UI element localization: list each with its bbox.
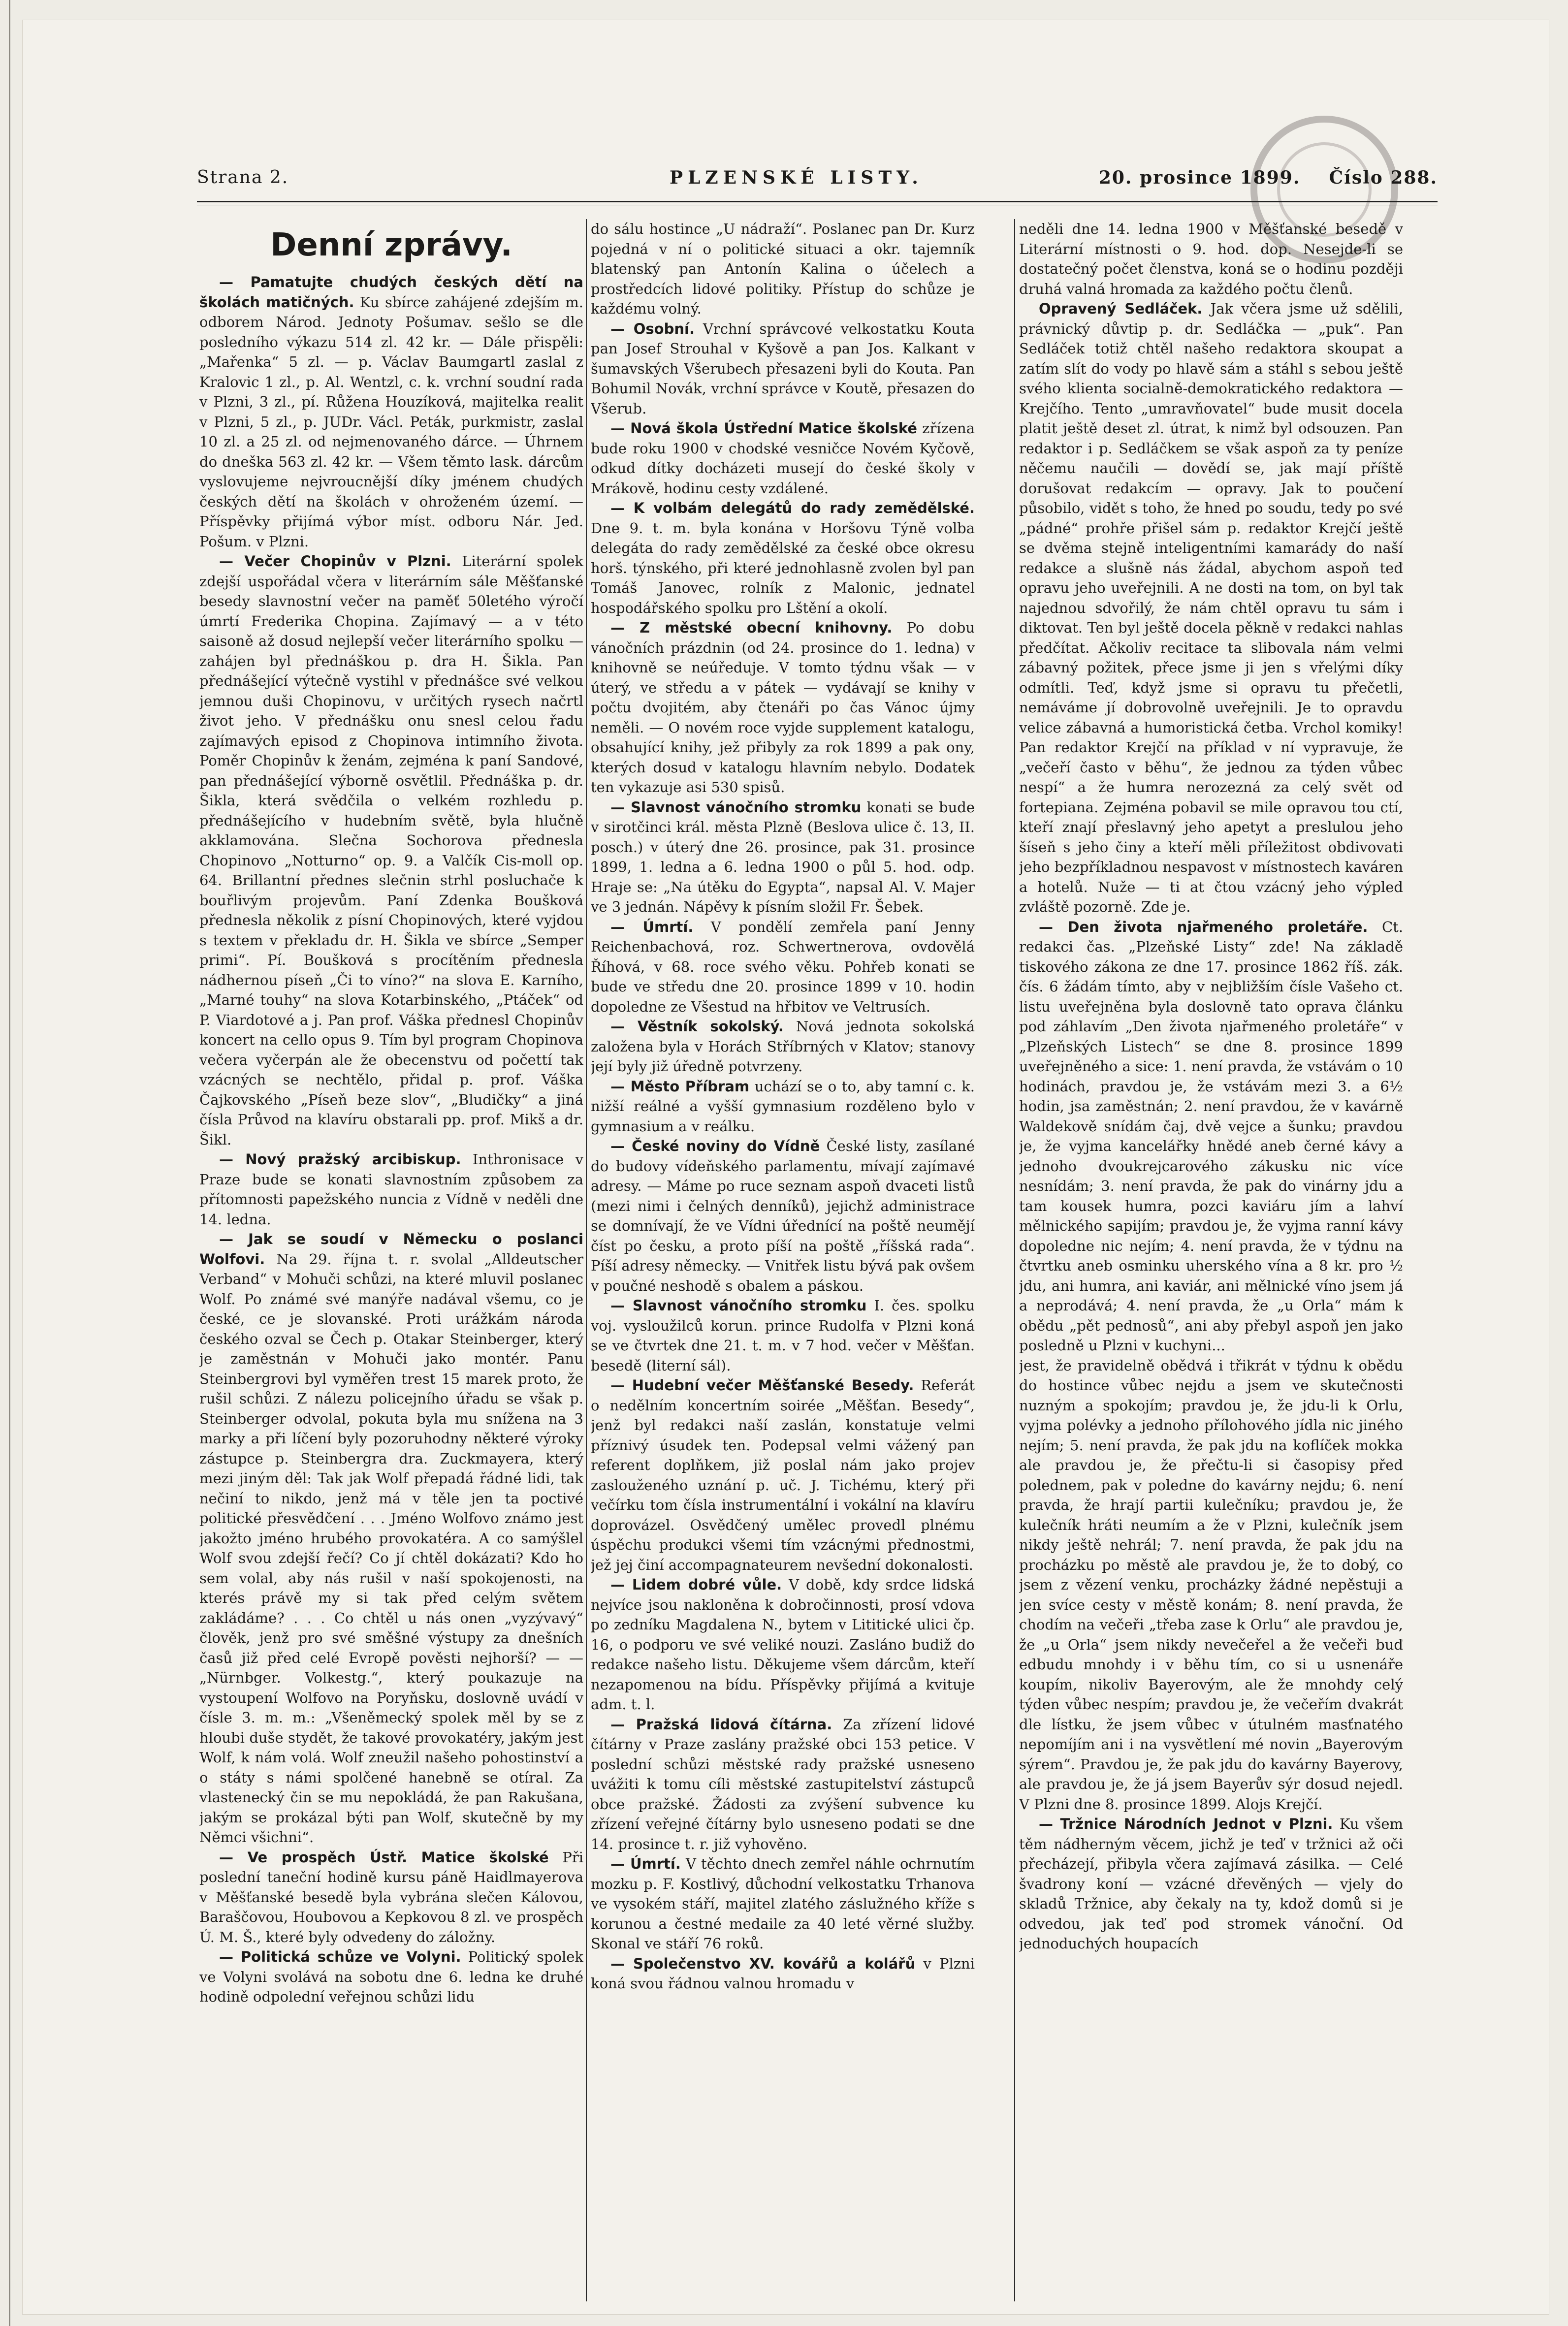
binding-fold-line xyxy=(9,0,10,2326)
article-text: jest, že pravidelně obědvá i třikrát v týdnu k obědu do hostince vůbec nejdu a jsem ve skutečnosti nuzným a spokojím; pravdou je, že jdu-li k Orlu, vyjma polévky a jednoho přílohového jídla nic jiného nejím; 5. není pravda, že pak jdu na koflíček mokka ale pravdou je, že přečtu-li si časopisy před polednem, pak v poledne do kavárny nejdu; 6. není pravda, že hrají partii kulečníku; pravdou je, že kulečník hráti neumím a že v Plzni, kulečník jsem nikdy ještě nehrál; 7. není pravda, že pak jdu na procházku po městě ale pravdou je, že to dobý, co jsem z vězení venku, procházky žádné nepěstuji a jen svíce cesty v městě konám; 8. není pravda, že chodím na večeři „třeba zase k Orlu“ ale pravdou je, že „u Orla“ jsem nikdy nevečeřel a že večeři buď edbudu mnohdy i v běhu tím, co si u usnenáře koupím, nikoliv Bayerovým, ale že mnohdy celý týden vůbec nespím; pravdou je, že večeřím dvakrát dle lístku, že jsem vůbec v útulném masťnatého nepomíjím ani i na vysvětlení mé novin „Bayerovým sýrem“. Pravdou je, že pak jdu do kavárny Bayerovy, ale pravdou je, že já jsem Bayerův sýr dosud nejedl. V Plzni dne 8. prosince 1899. Alojs Krejčí. xyxy=(1019,1357,1403,1813)
article-text: do sálu hostince „U nádraží“. Poslanec pan Dr. Kurz pojedná v ní o politické situaci a okr. tajemník blatenský pan Antonín Kalina o účelech a prostředcích lidové politiky. Přístup do schůze je každému volný. xyxy=(591,221,975,317)
article xyxy=(591,1954,975,1994)
article-heading: — Politická schůze ve Volyni. xyxy=(219,1948,461,1965)
article-text: České listy, zasílané do budovy vídeňského parlamentu, mívají zajímavé adresy. — Máme po ruce seznam aspoň dvaceti listů (mezi nimi i čelných denníků), jejichž administrace se domnívají, že ve Vídni úřednící na poště neumějí číst po česku, a proto píší na poště „říšská rada“. Píší adresy německy. — Vnitřek listu bývá pak ovšem v poučné neshodě s obalem a páskou. xyxy=(591,1138,975,1294)
article-text: V době, kdy srdce lidská nejvíce jsou nakloněna k dobročinnosti, prosí vdova po zedníku Magdalena N., bytem v Lititické ulici čp. 16, o podporu ve své veliké nouzi. Zasláno budiž do redakce našeho listu. Děkujeme všem dárcům, kteří nezapomenou na bídu. Příspěvky přijímá a kvituje adm. t. l. xyxy=(591,1576,975,1713)
header-rule xyxy=(197,201,1438,202)
article-text: Jak včera jsme už sdělili, právnický důvtip p. dr. Sedláčka — „puk“. Pan Sedláček totiž chtěl našeho redaktora skoupat a zatím slít do vody po hlavě sám a stáhl s sebou ještě svého klienta socialně-demokratického redaktora — Krejčího. Tento „umravňovatel“ bude musit docela platit ještě deset zl. útrat, k nimž byl odsouzen. Pan redaktor i p. Sedláčkem se však aspoň za ty peníze něčemu naučili — dovědí se, jak mají příště dorušovat redakcím — opravy. Jak to poučení působilo, vidět s toho, že hned po soudu, tedy po své „pádné“ prohře přišel sám p. redaktor Krejčí ještě se dvěma stejně inteligentními kamarády do naší redakce a slušně nás žádal, abychom aspoň teď opravu jeho uveřejnili. A ne dosti na tom, on byl tak najednou sdvořilý, že nám chtěl opravu tu sám i diktovat. Ten byl ještě docela pěkně v redakci nahlas předčítat. Ačkoliv recitace ta slibovala nám velmi zábavný požitek, přece jsme ji jen s vřelými díky odmítli. Teď, když jsme si opravu tu přečetli, nemáváme jí dobrovolně uveřejnili. Je to opravdu velice zábavná a humoristická četba. Vrchol komiky! Pan redaktor Krejčí na příklad v ní vypravuje, že „večeří často v běhu“, že jednou za týden vůbec nespí“ a že humra nerozezná za celý svět od fortepiana. Zejména pobavil se mile opravou tou ctí, kteří znají přeslavný jeho apetyt a preslulou jeho šíseň s jeho činy a kteří měli příležitost obdivovati jeho bezpříkladnou nespavost v místnostech kaváren a hotelů. Nuže — ti at čtou vzácný jeho výpled zvláště pozorně. Zde je. xyxy=(1019,300,1403,915)
article-heading: — Město Příbram xyxy=(610,1078,750,1095)
article-text-block xyxy=(1019,1356,1403,1815)
article xyxy=(1019,917,1403,1356)
article-heading: — Večer Chopinův v Plzni. xyxy=(219,553,451,570)
article-text: Ku sbírce zahájené zdejším m. odborem Národ. Jednoty Pošumav. sešlo se dle posledního výkazu 514 zl. 42 kr. — Dále přispěli: „Mařenka“ 5 zl. — p. Václav Baumgartl zaslal z Kralovic 1 zl., p. Al. Wentzl, c. k. vrchní soudní rada v Plzni, 3 zl., pí. Růžena Houzíková, majitelka realit v Plzni, 5 zl., p. JUDr. Václ. Peták, purkmistr, zaslal 10 zl. a 25 zl. od nejmenovaného dárce. — Úhrnem do dneška 563 zl. 42 kr. — Všem těmto lask. dárcům vyslovujeme nejvroucnější díky jménem chudých českých dětí na školách v ohroženém území. — Příspěvky přijímá výbor míst. odboru Nár. Jed. Pošum. v Plzni. xyxy=(199,293,583,550)
article-text: Politický spolek ve Volyni svolává na sobotu dne 6. ledna ke druhé hodině odpolední veřejnou schůzi lidu xyxy=(199,1948,583,2005)
article xyxy=(591,1715,975,1854)
article-text: Ku všem těm nádherným věcem, jichž je teď v tržnici až oči přecházejí, přibyla včera zajímavá zásilka. — Celé švadrony koní — vzácné dřevěných — vjely do skladů Tržnice, aby čekaly na ty, kdož domů si je odvedou, jak teď pod stromek vánoční. Od jednoduchých houpacích xyxy=(1019,1816,1403,1952)
article xyxy=(199,1848,583,1947)
article xyxy=(591,1296,975,1375)
column-divider xyxy=(586,219,587,2301)
article-heading: — Pamatujte chudých českých dětí na školách matičných. xyxy=(199,274,583,311)
article-text: konati se bude v sirotčinci král. města Plzně (Beslova ulice č. 13, II. posch.) v úterý dne 26. prosince, pak 31. prosince 1899, 1. ledna a 6. ledna 1900 o půl 5. hod. odp. Hraje se: „Na útěku do Egypta“, napsal Al. V. Majer ve 3 jednán. Nápěvy k písním složil Fr. Šebek. xyxy=(591,798,975,915)
article-heading: — Ve prospěch Ústř. Matice školské xyxy=(219,1848,549,1866)
article-text: V těchto dnech zemřel náhle ochrnutím mozku p. F. Kostlivý, důchodní velkostatku Trhanova ve vysokém stáří, majitel zlatého záslužného kříže s korunou a čestné medaile za 40 leté věrné služby. Skonal ve stáří 76 roků. xyxy=(591,1855,975,1952)
article xyxy=(591,917,975,1017)
running-header xyxy=(197,167,1438,197)
article xyxy=(1019,1814,1403,1954)
article-text: Ct. redakci čas. „Plzeňské Listy“ zde! Na základě tiskového zákona ze dne 17. prosince 1862 říš. zák. čís. 6 žádám tímto, aby v nejbližším čísle Vašeho ct. listu uveřejněna byla doslovně tato oprava článku pod záhlavím „Den života njařmeného proletáře“ v „Plzeňských Listech“ se dne 8. prosince 1899 uveřejněného a sice: 1. není pravda, že vstávám o 10 hodinách, pravdou je, že vstávám mezi 3. a 6½ hodin, jsa zaměstnán; 2. není pravdou, že v kavárně Waldekově snídám čaj, dvě vejce a šunku; pravdou je, že vyjma kancelářky hnědé aneb černé kávy a jednoho dvoukrejcarového zákusku nic více nesnídám; 3. není pravda, že pak do vinárny jdu a tam kousek humra, pozci kaviáru jím a lahví mělnického sapijím; pravdou je, že vyjma ranní kávy dopoledne nic nejím; 4. není pravda, že v týdnu na čtvrtku aneb osminku uherského vína a 8 kr. pro ½ jdu, ani humra, ani kaviár, ani mělnické víno jsem já a neprodává; 4. není pravda, že „u Orla“ mám k obědu „pět pednosů“, ani aby přebyl aspoň jen jako posledně u Plzni v kuchyni... xyxy=(1019,918,1403,1354)
article-heading: — Hudební večer Měšťanské Besedy. xyxy=(610,1377,914,1394)
article-heading: — Osobní. xyxy=(610,320,695,337)
issue-number: Číslo 288. xyxy=(1329,167,1438,188)
article-text: Na 29. října t. r. svolal „Alldeutscher Verband“ v Mohuči schůzi, na které mluvil poslanec Wolf. Po známé své manýře nadával všemu, co je české, ce je slovanské. Proti urážkám národa českého ozval se Čech p. Otakar Steinberger, který je zaměstnán v Mohuči jako montér. Panu Steinbergrovi byl vyměřen trest 15 marek proto, že rušil schůzi. Z nálezu policejního úřadu se však p. Steinberger odvolal, pokuta byla mu snížena na 3 marky a při líčení byly pozoruhodny některé výroky zástupce p. Steinbergra dra. Zuckmayera, který mezi jiným děl: Tak jak Wolf přepadá řádné lidi, tak nečiní to nikdo, jenž má v těle jen ta poctivé politické přesvědčení . . . Jméno Wolfovo známo jest jakožto jméno hrubého provokatéra. A co samýšlel Wolf svou zdejší řečí? Co jí chtěl dokázati? Kdo ho sem volal, aby nás rušil v naší spokojenosti, na kterés právě my si tak před celým světem zakládáme? . . . Co chtěl u nás onen „vyzývavý“ člověk, jenž pro své směšné výstupy za dnešních časů již před celé Evropě pověsti nejhorší? — —„Nürnbger. Volkestg.“, který poukazuje na vystoupení Wolfovo na Poryňsku, doslovně uvádí v čísle 3. m. m.: „Všeněmecký spolek měl by se z hloubi duše stydět, že takové provokatéry, jakým jest Wolf, k nám volá. Wolf zneužil našeho pohostinství a o státy s námi spolčené hanebně se otíral. Za vlastenecký čin se mu nepokládá, že pan Rakušana, jakým se prokázal býti pan Wolf, skutečně by my Němci všichni“. xyxy=(199,1250,583,1846)
article-continuation xyxy=(1019,219,1403,299)
article-text: Nová jednota sokolská založena byla v Horách Stříbrných v Klatov; stanovy její byly již úředně potvrzeny. xyxy=(591,1018,975,1075)
article-continuation xyxy=(591,219,975,319)
article-text: v Plzni koná svou řádnou valnou hromadu v xyxy=(591,1955,975,1992)
article xyxy=(199,551,583,1149)
article-text: V pondělí zemřela paní Jenny Reichenbachová, roz. Schwertnerova, ovdovělá Říhová, v 68. roce svého věku. Pohřeb konati se bude ve středu dne 20. prosince 1899 v 10. hodin dopoledne ze Všestud na hřbitov ve Veltrusích. xyxy=(591,918,975,1015)
date-and-issue xyxy=(1099,167,1438,188)
issue-date: 20. prosince 1899. xyxy=(1098,167,1301,188)
article-heading: — Z městské obecní knihovny. xyxy=(610,619,893,636)
article-heading: — Pražská lidová čítárna. xyxy=(610,1716,832,1733)
article-text: Za zřízení lidové čítárny v Praze zaslány pražské obci 153 petice. V poslední schůzi městské rady pražské usneseno uvážiti k tomu cíli městské zastupitelství zástupců obce pražské. Žádosti za zvýšení subvence ku zřízení veřejné čítárny bylo usneseno podati se dne 14. prosince t. r. již vyhověno. xyxy=(591,1716,975,1852)
article xyxy=(591,1575,975,1715)
column-divider xyxy=(1014,219,1015,2301)
article xyxy=(591,1077,975,1137)
article-heading: — Slavnost vánočního stromku xyxy=(610,1297,867,1314)
article xyxy=(591,1017,975,1077)
article-heading: — Společenstvo XV. kovářů a kolářů xyxy=(610,1955,916,1972)
article-heading: — Tržnice Národních Jednot v Plzni. xyxy=(1039,1816,1333,1832)
article xyxy=(591,797,975,917)
article-text: Referát o nedělním koncertním soirée „Měšťan. Besedy“, jenž byl redakci naší zaslán, konstatuje velmi příznivý úsudek ten. Podepsal velmi vážený pan referent doplňkem, již poslal nám jako projev zaslouženého uznání p. uč. J. Tichému, který při večírku tom čísla instrumentální i vokální na klavíru doprovázel. Osvědčený umělec provedl plnému úspěchu produkci všemi tím vzácnými přednostmi, jež jej činí accompagnateurem nevšední dokonalosti. xyxy=(591,1377,975,1573)
article xyxy=(1019,299,1403,917)
article-text: Po dobu vánočních prázdnin (od 24. prosince do 1. ledna) v knihovně se neúředuje. V tomto týdnu však — v úterý, ve středu a v pátek — vydávají se knihy v počtu dvojitém, aby čtenáři po čas Vánoc újmy neměli. — O novém roce vyjde supplement katalogu, obsahující knihy, jež přibyly za rok 1899 a pak ony, kterých dosud v katalogu hlavním nebylo. Dodatek ten vykazuje asi 530 spisů. xyxy=(591,619,975,796)
article-heading: — Den života njařmeného proletáře. xyxy=(1039,918,1368,935)
section-masthead: Denní zprávy. xyxy=(270,227,512,263)
article xyxy=(591,498,975,618)
article-text: uchází se o to, aby tamní c. k. nižší reálné a vyšší gymnasium rozděleno bylo v gymnasium a v reálku. xyxy=(591,1078,975,1135)
article xyxy=(591,418,975,498)
article-text: Při poslední taneční hodině kursu páně Haidlmayerova v Měšťanské besedě byla vybrána slečen Kálovou, Baraščovou, Houbovou a Kepkovou 8 zl. ve prospěch Ú. M. Š., které byly odvedeny do záložny. xyxy=(199,1848,583,1945)
article xyxy=(591,618,975,797)
newspaper-title: PLZENSKÉ LISTY. xyxy=(670,167,923,188)
article-text: zřízena bude roku 1900 v chodské vesničce Novém Kyčově, odkud dítky docházeti musejí do české školy v Mrákově, hodinu cesty vzdálené. xyxy=(591,420,975,497)
article xyxy=(591,1854,975,1954)
article xyxy=(199,1947,583,2007)
article-heading: — Úmrtí. xyxy=(610,918,694,935)
article xyxy=(591,1136,975,1296)
article-text: neděli dne 14. ledna 1900 v Měšťanské besedě v Literární místnosti o 9. hod. dop. Nesejde-li se dostatečný počet členstva, koná se o hodinu později druhá valná hromada za každého počtu členů. xyxy=(1019,221,1403,297)
article-heading: — Lidem dobré vůle. xyxy=(610,1576,782,1593)
article-heading: — Věstník sokolský. xyxy=(610,1018,784,1035)
article-heading: — České noviny do Vídně xyxy=(610,1138,820,1154)
article-heading: — K volbám delegátů do rady zemědělské. xyxy=(610,500,975,516)
column-2 xyxy=(591,219,975,2301)
article-heading: Opravený Sedláček. xyxy=(1039,300,1203,317)
article xyxy=(199,1149,583,1229)
article-text: I. čes. spolku voj. vysloužilců korun. prince Rudolfa v Plzni koná se ve čtvrtek dne 21. t. m. v 7 hod. večer v Měšťan. besedě (literní sál). xyxy=(591,1297,975,1374)
article-text: Dne 9. t. m. byla konána v Horšovu Týně volba delegáta do rady zemědělské za české obce okresu horš. týnského, při které jednohlasně zvolen byl pan Tomáš Janovec, rolník z Malonic, jednatel hospodářského spolku pro Lštění a okolí. xyxy=(591,519,975,616)
article-heading: — Úmrtí. xyxy=(610,1855,681,1872)
article-text: Vrchní správcové velkostatku Kouta pan Josef Strouhal v Kyšově a pan Jos. Kalkant v šumavských Všerubech přesazeni byli do Kouta. Pan Bohumil Novák, vrchní správce v Koutě, přesazen do Všerub. xyxy=(591,320,975,417)
article-text: Literární spolek zdejší uspořádal včera v literárním sále Měšťanské besedy slavnostní večer na paměť 50letého výročí úmrtí Frederika Chopina. Zajímavý — a v této saisoně až dosud nejlepší večer literárního spolku — zahájen byl přednáškou p. dra H. Šikla. Pan přednášející výtečně vystihl v přednášce své velkou jemnou duši Chopinovu, v určitých rysech načrtl život jeho. V přednášku onu snesl celou řadu zajímavých episod z Chopinova intimního života. Poměr Chopinův k ženám, zejména k paní Sandové, pan přednášející výborně osvětlil. Přednáška p. dr. Šikla, která svědčila o velkém rozhledu p. přednášejícího v hudebním světě, byla hlučně akklamována. Slečna Sochorova přednesla Chopinovo „Notturno“ op. 9. a Valčík Cis-moll op. 64. Brillantní přednes slečnin strhl posluchače k bouřlivým projevům. Paní Zdenka Boušková přednesla několik z písní Chopinových, které vyjdou s textem v překladu dr. H. Šikla ve sbírce „Semper primi“. Pí. Boušková s procítěním přednesla nádhernou píseň „Či to víno?“ na slova E. Karního, „Marné touhy“ na slova Kotarbinského, „Ptáček“ od P. Viardotové a j. Pan prof. Váška přednesl Chopinův koncert na cello opus 9. Tím byl program Chopinova večera vyčerpán ale že obecenstvu od počettí tak vzácných se nechtělo, přidal p. prof. Váška Čajkovského „Píseň beze slov“, „Bludičky“ a jiná čísla Průvod na klavíru obstarali pp. prof. Mikš a dr. Šikl. xyxy=(199,553,583,1148)
page-number: Strana 2. xyxy=(197,167,289,188)
column-1 xyxy=(199,219,583,2301)
article-text: Inthronisace v Praze bude se konati slavnostním způsobem za přítomnosti papežského nuncia z Vídně v neděli dne 14. ledna. xyxy=(199,1151,583,1228)
column-3 xyxy=(1019,219,1403,2301)
article-heading: — Slavnost vánočního stromku xyxy=(610,798,862,816)
article-heading: — Nový pražský arcibiskup. xyxy=(219,1151,461,1168)
article xyxy=(591,1375,975,1575)
article-heading: — Jak se soudí v Německu o poslanci Wolfovi. xyxy=(199,1231,583,1268)
article xyxy=(199,1229,583,1848)
article xyxy=(199,272,583,551)
article-heading: — Nová škola Ústřední Matice školské xyxy=(610,420,917,437)
article xyxy=(591,319,975,419)
